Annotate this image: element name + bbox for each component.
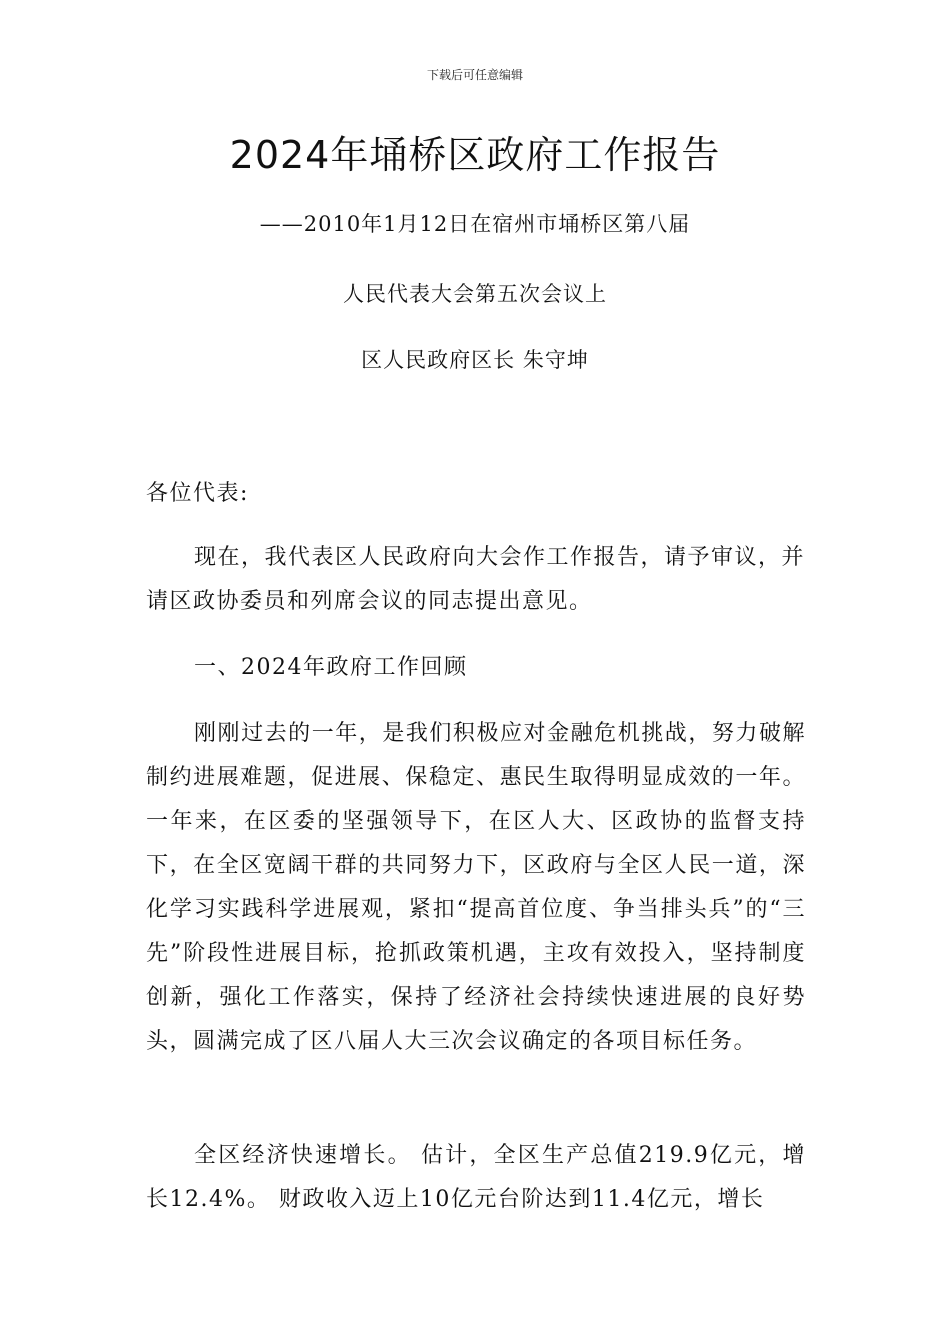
subtitle-line-1: ——2010年1月12日在宿州市埇桥区第八届 [259, 212, 691, 236]
greeting: 各位代表: [146, 481, 249, 506]
paragraph-review: 刚刚过去的一年，是我们积极应对金融危机挑战，努力破解制约进展难题，促进展、保稳定、惠民生取得明显成效的一年。一年来，在区委的坚强领导下，在区人大、区政协的监督支持下，在全区宽阔干群的共同努力下，区政府与全区人民一道，深化学习实践科学进展观，紧扣“提高首位度、争当排头兵”的“三先”阶段性进展目标，抢抓政策机遇，主攻有效投入，坚持制度创新，强化工作落实，保持了经济社会持续快速进展的良好势头，圆满完成了区八届人大三次会议确定的各项目标任务。 [146, 721, 806, 1054]
header-note: 下载后可任意编辑 [426, 68, 523, 82]
paragraph-economy: 全区经济快速增长。 估计，全区生产总值219.9亿元，增长12.4%。 财政收入迈上10亿元台阶达到11.4亿元，增长 [146, 1143, 806, 1212]
subtitle-line-3: 区人民政府区长 朱守坤 [361, 348, 589, 372]
document-title: 2024年埇桥区政府工作报告 [229, 133, 721, 177]
section-heading: 一、2024年政府工作回顾 [194, 655, 468, 680]
subtitle-line-2: 人民代表大会第五次会议上 [343, 282, 607, 306]
paragraph-intro: 现在，我代表区人民政府向大会作工作报告，请予审议，并请区政协委员和列席会议的同志提出意见。 [146, 545, 806, 614]
